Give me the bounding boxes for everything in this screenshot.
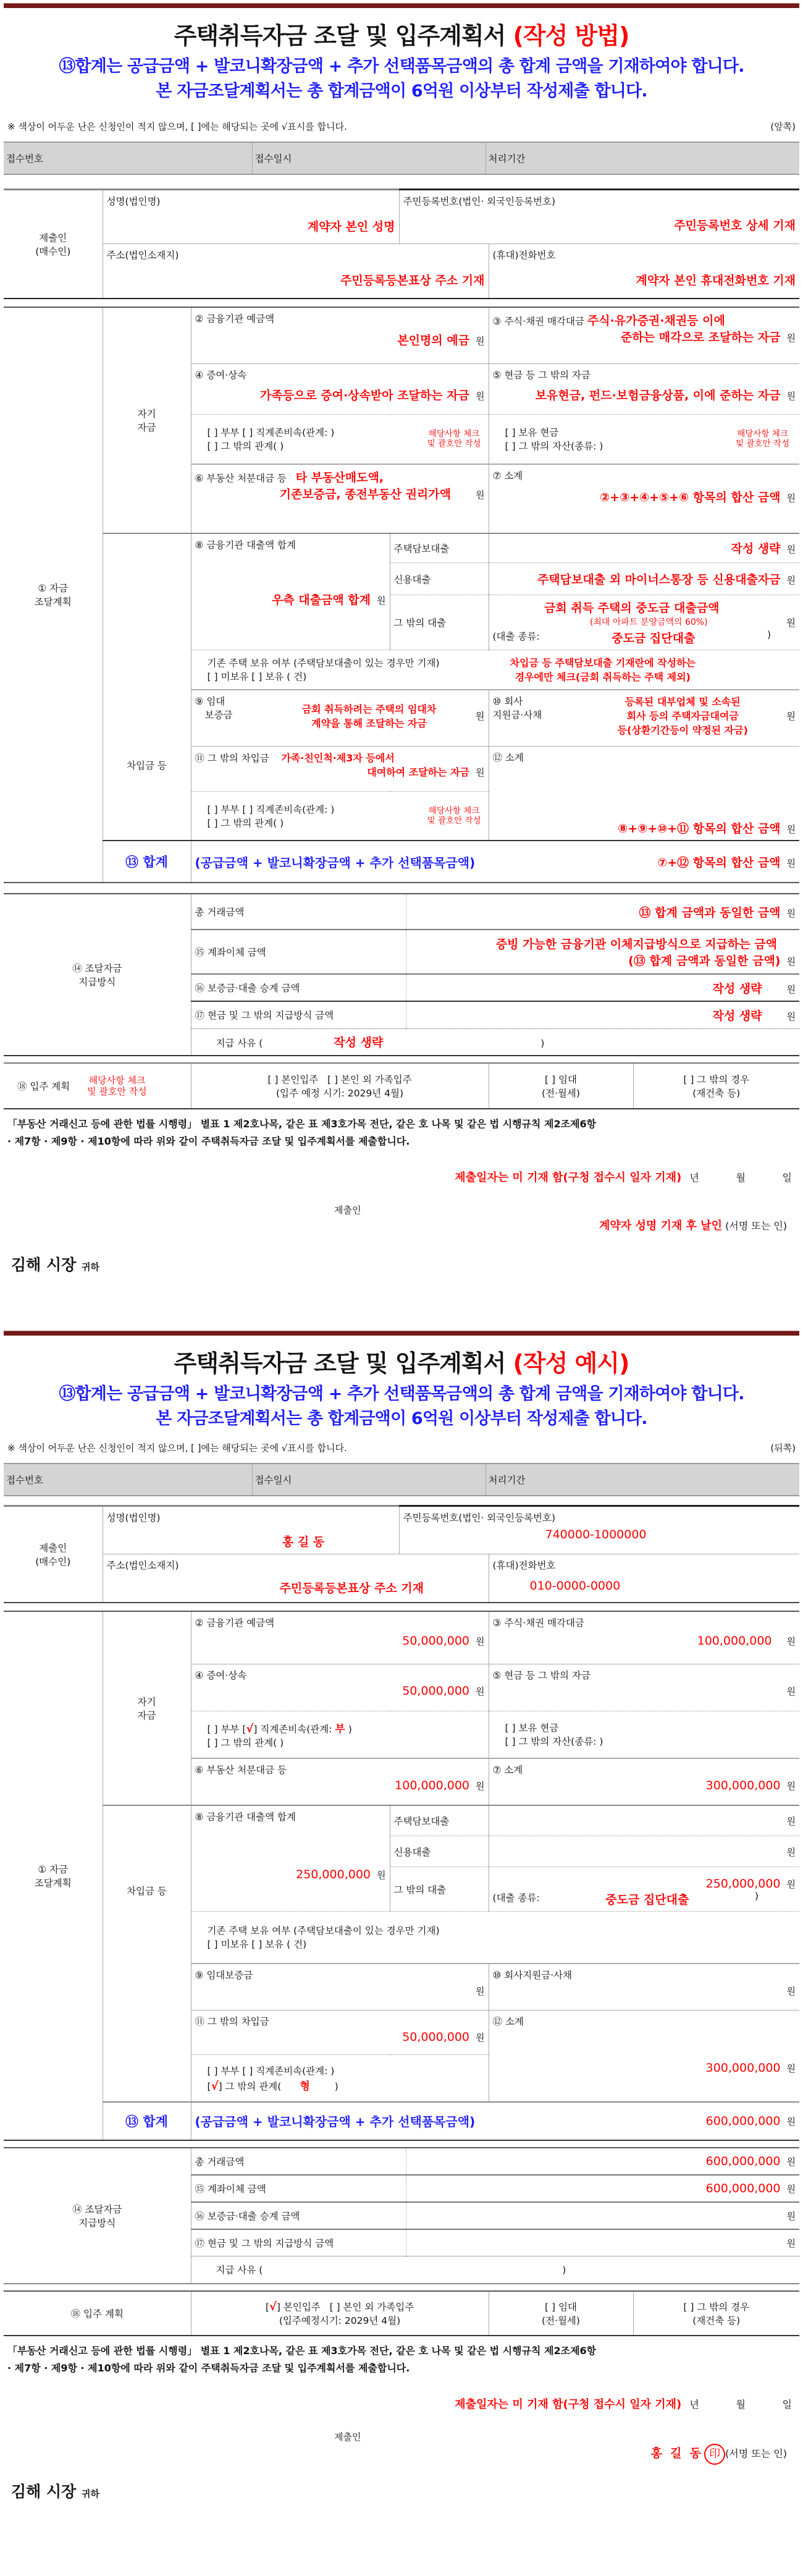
total13-field[interactable]: (공급금액 + 발코니확장금액 + 추가 선택품목금액) 600,000,000 원 — [191, 2102, 799, 2140]
house-own-field[interactable]: 기존 주택 보유 여부 (주택담보대출이 있는 경우만 기재) [ ] 미보유 [ ] 보유 ( 건) — [191, 1912, 799, 1964]
cash-other-label: ⑰ 현금 및 그 밖의 지급방식 금액 — [191, 1001, 406, 1028]
total-trade-value[interactable]: ⑬ 합계 금액과 동일한 금액 원 — [639, 905, 796, 920]
legal-text: 「부동산 거래신고 등에 관한 법률 시행령」 별표 1 제2호나목, 같은 표 제3호가목 전단, 같은 호 나목 및 같은 법 시행규칙 제2조제6항 · 제7항 · 제9항 · 제10항에 따라 위와 같이 주택취득자금 조달 및 입주계획서를 제출합니다. — [7, 1118, 597, 1147]
deposit-assume-label: ⑯ 보증금·대출 승계 금액 — [191, 974, 406, 1001]
address-field[interactable]: 주소(법인소재지) 주민등록등본표상 주소 기재 — [103, 1554, 489, 1603]
total-trade-label: 총 거래금액 — [191, 2148, 406, 2175]
mortgage-label: 주택담보대출 — [390, 1805, 489, 1836]
move-lease-option[interactable]: [ ] 임대 (전·월세) — [489, 2291, 633, 2336]
page-title: 주택취득자금 조달 및 입주계획서 (작성 예시) — [174, 1350, 629, 1377]
method-sheet — [0, 3, 803, 1275]
move-plan-table — [4, 1062, 799, 1109]
phone-field[interactable]: (휴대)전화번호 계약자 본인 휴대전화번호 기재 — [489, 244, 799, 299]
cash-checks[interactable]: [ ] 보유 현금 [ ] 그 밖의 자산(종류: ) 해당사항 체크 및 괄호안 작성 — [489, 415, 799, 464]
pay-method-table — [4, 893, 799, 1056]
subtitle-line-1: ⑬합계는 공급금액 + 발코니확장금액 + 추가 선택품목금액의 총 합계 금액을 기재하여야 합니다. — [59, 57, 744, 76]
realestate-field[interactable]: ⑥ 부동산 처분대금 등 타 부동산매도액, 기존보증금, 종전부동산 권리가액 원 — [191, 464, 489, 533]
pay-method-label: ⑭ 조달자금 지급방식 — [4, 894, 191, 1056]
fund-plan-label: ① 자금 조달계획 — [4, 307, 103, 883]
gift-checks[interactable]: [ ] 부부 [ ] 직계존비속(관계: ) [ ] 그 밖의 관계( ) 해당사항 체크 및 괄호안 작성 — [191, 415, 489, 464]
credit-label: 신용대출 — [390, 563, 489, 595]
pay-reason-field[interactable]: 지급 사유 ( ) — [191, 2256, 799, 2284]
notice-text: ※ 색상이 어두운 난은 신청인이 적지 않으며, [ ]에는 해당되는 곳에 √표시를 합니다. — [7, 1443, 347, 1454]
cash-other-value[interactable]: 원 — [406, 2229, 799, 2256]
total13-label: ⑬ 합계 — [103, 2102, 191, 2140]
check-mark-icon: √ — [211, 2079, 219, 2093]
credit-value[interactable]: 원 — [489, 1836, 799, 1867]
processing-period: 처리기간 — [488, 1475, 526, 1486]
other-borrow-field[interactable]: ⑪ 그 밖의 차입금 가족·친인척·제3자 등에서 대여하여 조달하는 자금 원 — [191, 747, 489, 792]
total-trade-value[interactable]: 600,000,000 원 — [705, 2154, 796, 2168]
transfer-label: ⑮ 계좌이체 금액 — [191, 2175, 406, 2202]
submitter-label: 제출인 (매수인) — [4, 1506, 103, 1603]
processing-period: 처리기간 — [488, 153, 526, 164]
move-self-option[interactable]: [ ] 본인입주 [ ] 본인 외 가족입주 (입주 예정 시기: 2029년 4월) — [191, 1063, 489, 1109]
id-field[interactable]: 주민등록번호(법인· 외국인등록번호) 주민등록번호 상세 기재 — [399, 190, 799, 244]
other-borrow-field[interactable]: ⑪ 그 밖의 차입금 50,000,000 원 — [191, 2010, 489, 2055]
example-sheet — [0, 1331, 803, 2576]
total13-label: ⑬ 합계 — [103, 841, 191, 883]
deposit-assume-value[interactable]: 작성 생략 원 — [406, 974, 799, 1001]
mortgage-value[interactable]: 작성 생략 원 — [489, 533, 799, 563]
notice-line — [4, 1441, 799, 1454]
submitter-label: 제출인 (매수인) — [4, 190, 103, 299]
move-self-option[interactable]: [√] 본인입주 [ ] 본인 외 가족입주 (입주예정시기: 2029년 4월) — [191, 2291, 489, 2336]
borrow-checks[interactable]: [ ] 부부 [ ] 직계존비속(관계: ) [√] 그 밖의 관계( 형 ) — [191, 2055, 489, 2102]
total-trade-label: 총 거래금액 — [191, 894, 406, 930]
receipt-date: 접수일시 — [252, 142, 486, 174]
move-lease-option[interactable]: [ ] 임대 (전·월세) — [489, 1063, 633, 1109]
addressee: 김해 시장 귀하 — [11, 1256, 100, 1274]
date-line: 제출일자는 미 기재 함(구청 접수시 일자 기재) 년 월 일 — [455, 1171, 792, 1184]
subtitle-line-1: ⑬합계는 공급금액 + 발코니확장금액 + 추가 선택품목금액의 총 합계 금액을 기재하여야 합니다. — [59, 1384, 744, 1404]
title-tag: (작성 예시) — [513, 1350, 629, 1377]
signature-field[interactable]: 홍 길 동 印 (서명 또는 인) — [650, 2444, 787, 2465]
pay-method-table — [4, 2147, 799, 2284]
name-field[interactable]: 성명(법인명) 계약자 본인 성명 — [103, 190, 399, 244]
notice-line — [4, 120, 799, 133]
subtitle-line-2: 본 자금조달계획서는 총 합계금액이 6억원 이상부터 작성제출 합니다. — [156, 1409, 647, 1428]
sign-row: 제출인 홍 길 동 印 (서명 또는 인) — [4, 2430, 799, 2473]
seal-stamp-icon: 印 — [704, 2444, 725, 2465]
check-mark-icon: √ — [246, 1722, 254, 1735]
name-value: 홍 길 동 — [282, 1535, 325, 1549]
addressee: 김해 시장 귀하 — [11, 2482, 100, 2501]
phone-value: 계약자 본인 휴대전화번호 기재 — [636, 274, 796, 287]
move-other-option[interactable]: [ ] 그 밖의 경우 (재건축 등) — [683, 1074, 750, 1099]
check-mark-icon: √ — [269, 2300, 277, 2313]
phone-value: 010-0000-0000 — [529, 1579, 621, 1593]
own-funds-label: 자기 자금 — [103, 1611, 191, 1805]
deposit-field[interactable]: ② 금융기관 예금액 50,000,000 원 — [191, 1611, 489, 1664]
transfer-label: ⑮ 계좌이체 금액 — [191, 930, 406, 974]
other-loan-value[interactable]: 금회 취득 주택의 중도금 대출금액 (최대 아파트 분양금액의 60%) 원 (대출 종류: 중도금 집단대출 ) — [489, 595, 799, 650]
borrow-checks[interactable]: [ ] 부부 [ ] 직계존비속(관계: ) [ ] 그 밖의 관계( ) 해당사항 체크 및 괄호안 작성 — [191, 792, 489, 841]
signature-field[interactable]: 계약자 성명 기재 후 날인 (서명 또는 인) — [599, 1219, 787, 1232]
name-value: 계약자 본인 성명 — [307, 220, 395, 234]
mortgage-label: 주택담보대출 — [390, 533, 489, 563]
move-plan-label: ⑱ 입주 계획 — [4, 2291, 191, 2336]
receipt-table — [4, 142, 799, 175]
cash-field[interactable]: ⑤ 현금 등 그 밖의 자금 원 — [489, 1664, 799, 1711]
cash-field[interactable]: ⑤ 현금 등 그 밖의 자금 보유현금, 펀드·보험금융상품, 이에 준하는 자금 원 — [489, 364, 799, 415]
transfer-value[interactable]: 증빙 가능한 금융기관 이체지급방식으로 지급하는 금액 (⑬ 합계 금액과 동일한 금액) 원 — [406, 930, 799, 974]
credit-value[interactable]: 주택담보대출 외 마이너스통장 등 신용대출자금 원 — [489, 563, 799, 595]
address-value: 주민등록등본표상 주소 기재 — [279, 1582, 424, 1595]
other-loan-label: 그 밖의 대출 — [390, 1867, 489, 1912]
receipt-no: 접수번호 — [4, 1464, 252, 1496]
sign-row: 제출인 계약자 성명 기재 후 날인 (서명 또는 인) — [334, 1205, 787, 1232]
move-plan-table — [4, 2290, 799, 2336]
gift-field[interactable]: ④ 증여·상속 가족등으로 증여·상속받아 조달하는 자금 원 — [191, 364, 489, 415]
house-own-field[interactable]: 기존 주택 보유 여부 (주택담보대출이 있는 경우만 기재) [ ] 미보유 [ ] 보유 ( 건) 차입금 등 주택담보대출 기재란에 작성하는 경우에만 체크(금회 취득하는 주택 제외) — [191, 650, 799, 690]
realestate-field[interactable]: ⑥ 부동산 처분대금 등 100,000,000 원 — [191, 1758, 489, 1805]
id-value: 740000-1000000 — [545, 1528, 647, 1541]
move-plan-label: ⑱ 입주 계획 해당사항 체크 및 괄호안 작성 — [4, 1063, 191, 1109]
subtotal7-field[interactable]: ⑦ 소계 300,000,000 원 — [489, 1758, 799, 1805]
mortgage-value[interactable]: 원 — [489, 1805, 799, 1836]
credit-label: 신용대출 — [390, 1836, 489, 1867]
subtotal12-field[interactable]: ⑫ 소계 300,000,000 원 — [489, 2010, 799, 2102]
receipt-table — [4, 1463, 799, 1496]
transfer-value[interactable]: 600,000,000 원 — [406, 2175, 799, 2202]
pay-reason-field[interactable]: 지급 사유 ( 작성 생략 ) — [191, 1028, 799, 1056]
page-title: 주택취득자금 조달 및 입주계획서 (작성 방법) — [174, 22, 629, 49]
top-bar — [4, 3, 799, 8]
notice-text: ※ 색상이 어두운 난은 신청인이 적지 않으며, [ ]에는 해당되는 곳에 √표시를 합니다. — [7, 121, 347, 132]
page-side: (뒤쪽) — [770, 1443, 796, 1454]
gift-field[interactable]: ④ 증여·상속 50,000,000 원 — [191, 1664, 489, 1711]
cash-other-value[interactable]: 작성 생략 원 — [406, 1001, 799, 1028]
address-value: 주민등록등본표상 주소 기재 — [340, 274, 485, 287]
lease-field[interactable]: ⑨ 임대보증금 원 — [191, 1964, 489, 2010]
name-field[interactable]: 성명(법인명) 홍 길 동 — [103, 1506, 399, 1554]
deposit-field[interactable]: ② 금융기관 예금액 본인명의 예금 원 — [191, 307, 489, 364]
receipt-date: 접수일시 — [252, 1464, 486, 1496]
fund-plan-table — [4, 1611, 799, 2141]
subtotal7-field[interactable]: ⑦ 소계 ②+③+④+⑤+⑥ 항목의 합산 금액 원 — [489, 464, 799, 533]
title-tag: (작성 방법) — [513, 22, 629, 49]
borrow-label: 차입금 등 — [103, 533, 191, 841]
lease-field[interactable]: ⑨ 임대 보증금 금회 취득하려는 주택의 임대차 계약을 통해 조달하는 자금 원 — [191, 690, 489, 747]
other-loan-value[interactable]: 250,000,000 원 (대출 종류: 중도금 집단대출 ) — [489, 1867, 799, 1912]
other-loan-label: 그 밖의 대출 — [390, 595, 489, 650]
deposit-assume-label: ⑯ 보증금·대출 승계 금액 — [191, 2202, 406, 2229]
subtotal12-field[interactable]: ⑫ 소계 ⑧+⑨+⑩+⑪ 항목의 합산 금액 원 — [489, 747, 799, 841]
stock-field[interactable]: ③ 주식·채권 매각대금 주식·유가증권·채권등 이에 준하는 매각으로 조달하는 자금 원 — [492, 313, 796, 344]
date-line: 제출일자는 미 기재 함(구청 접수시 일자 기재) 년 월 일 — [455, 2397, 792, 2411]
deposit-assume-value[interactable]: 원 — [406, 2202, 799, 2229]
receipt-no: 접수번호 — [4, 142, 252, 174]
submitter-table — [4, 1505, 799, 1603]
loan-total-field[interactable]: ⑧ 금융기관 대출액 합계 250,000,000 원 — [191, 1805, 390, 1912]
subtitle-line-2: 본 자금조달계획서는 총 합계금액이 6억원 이상부터 작성제출 합니다. — [156, 82, 647, 101]
submitter-table — [4, 189, 799, 299]
company-field[interactable]: ⑩ 회사 지원금·사채 등록된 대부업체 및 소속된 회사 등의 주택자금대여금 등(상환기간등이 약정된 자금) 원 — [489, 690, 799, 747]
address-field[interactable]: 주소(법인소재지) 주민등록등본표상 주소 기재 — [103, 244, 489, 299]
loan-total-field[interactable]: ⑧ 금융기관 대출액 합계 우측 대출금액 합계 원 — [191, 533, 390, 650]
fund-plan-label: ① 자금 조달계획 — [4, 1611, 103, 2140]
cash-other-label: ⑰ 현금 및 그 밖의 지급방식 금액 — [191, 2229, 406, 2256]
legal-text: 「부동산 거래신고 등에 관한 법률 시행령」 별표 1 제2호나목, 같은 표 제3호가목 전단, 같은 호 나목 및 같은 법 시행규칙 제2조제6항 · 제7항 · 제9항 · 제10항에 따라 위와 같이 주택취득자금 조달 및 입주계획서를 제출합니다. — [7, 2344, 597, 2374]
pay-method-label: ⑭ 조달자금 지급방식 — [4, 2148, 191, 2284]
move-other-option[interactable]: [ ] 그 밖의 경우 (재건축 등) — [683, 2301, 750, 2326]
phone-field[interactable]: (휴대)전화번호 010-0000-0000 — [489, 1554, 799, 1603]
id-value: 주민등록번호 상세 기재 — [674, 219, 796, 232]
id-field[interactable]: 주민등록번호(법인· 외국인등록번호) 740000-1000000 — [399, 1506, 799, 1554]
cash-checks[interactable]: [ ] 보유 현금 [ ] 그 밖의 자산(종류: ) — [489, 1711, 799, 1758]
fund-plan-table — [4, 307, 799, 884]
borrow-label: 차입금 등 — [103, 1805, 191, 2102]
top-bar — [4, 1331, 799, 1336]
stock-field[interactable]: ③ 주식·채권 매각대금 100,000,000 원 — [492, 1617, 796, 1648]
page-side: (앞쪽) — [770, 121, 796, 132]
total13-field[interactable]: (공급금액 + 발코니확장금액 + 추가 선택품목금액) ⑦+⑫ 항목의 합산 금액 원 — [191, 841, 799, 883]
gift-checks[interactable]: [ ] 부부 [√] 직계존비속(관계: 부 ) [ ] 그 밖의 관계( ) — [191, 1711, 489, 1758]
own-funds-label: 자기 자금 — [103, 307, 191, 533]
company-field[interactable]: ⑩ 회사지원금·사채 원 — [489, 1964, 799, 2010]
